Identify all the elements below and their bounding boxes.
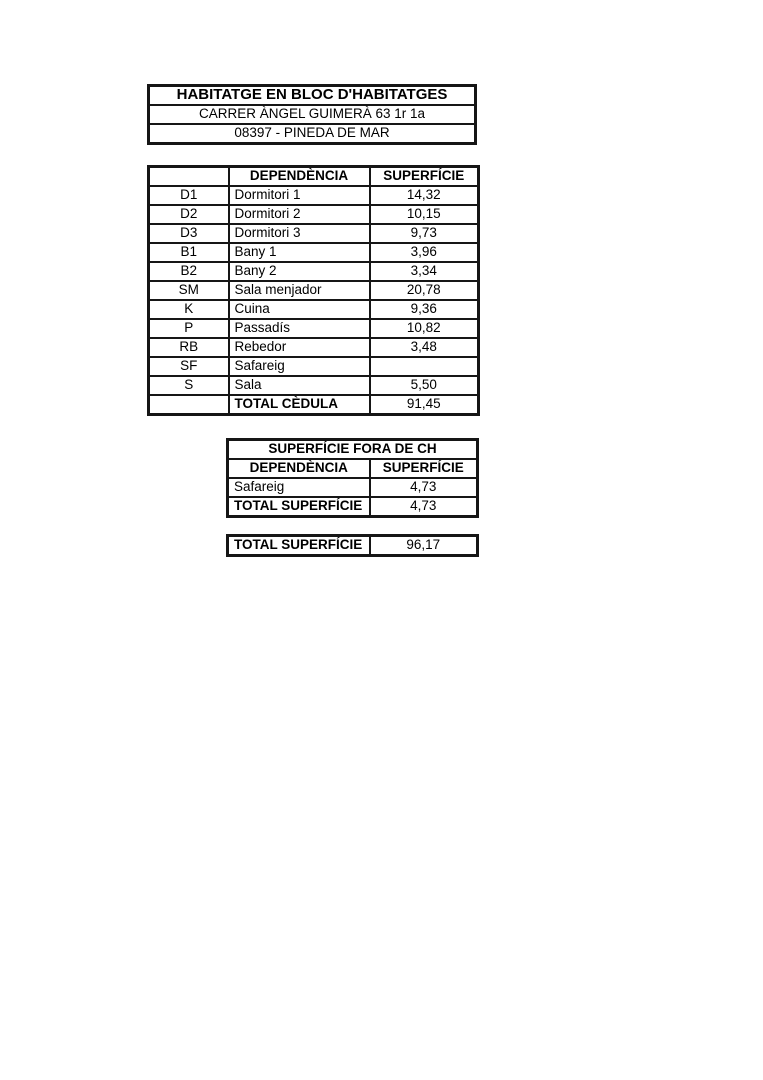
room-name: Dormitori 1: [229, 186, 370, 205]
table-row: [149, 262, 479, 281]
table-row: [149, 281, 479, 300]
total-cedula-row: [149, 395, 479, 415]
room-area: 9,73: [370, 224, 479, 243]
room-code: SF: [149, 357, 229, 376]
room-code: B2: [149, 262, 229, 281]
street-address: CARRER ÀNGEL GUIMERÀ 63 1r 1a: [149, 105, 476, 124]
rooms-table: [147, 165, 480, 416]
room-area: 3,48: [370, 338, 479, 357]
room-code: K: [149, 300, 229, 319]
room-name: Passadís: [229, 319, 370, 338]
total-cedula-label: TOTAL CÈDULA: [229, 395, 370, 415]
outside-surface-table: [226, 438, 479, 518]
table-row: [228, 478, 478, 497]
room-name: Dormitori 2: [229, 205, 370, 224]
table-row: [149, 357, 479, 376]
grand-total-label: TOTAL SUPERFÍCIE: [228, 536, 370, 556]
room-name: Dormitori 3: [229, 224, 370, 243]
rooms-table-header-row: [149, 167, 479, 187]
header-title-row: [149, 86, 476, 106]
room-name: Safareig: [229, 357, 370, 376]
grand-total-row: [228, 536, 478, 556]
header-address-row: [149, 105, 476, 124]
room-name: Sala: [229, 376, 370, 395]
column-header-dependencia: DEPENDÈNCIA: [229, 167, 370, 187]
outside-room-area: 4,73: [370, 478, 478, 497]
outside-total-row: [228, 497, 478, 517]
outside-title-row: [228, 440, 478, 460]
room-area: 20,78: [370, 281, 479, 300]
table-row: [149, 243, 479, 262]
room-code: S: [149, 376, 229, 395]
table-row: [149, 205, 479, 224]
outside-header-row: [228, 459, 478, 478]
table-row: [149, 186, 479, 205]
room-code: SM: [149, 281, 229, 300]
table-row: [149, 300, 479, 319]
total-cedula-value: 91,45: [370, 395, 479, 415]
room-area: 3,34: [370, 262, 479, 281]
outside-total-value: 4,73: [370, 497, 478, 517]
room-code: D3: [149, 224, 229, 243]
table-row: [149, 376, 479, 395]
room-name: Sala menjador: [229, 281, 370, 300]
room-area: 3,96: [370, 243, 479, 262]
header-table: [147, 84, 477, 145]
building-title: HABITATGE EN BLOC D'HABITATGES: [149, 86, 476, 106]
room-name: Rebedor: [229, 338, 370, 357]
room-code: P: [149, 319, 229, 338]
outside-room-name: Safareig: [228, 478, 370, 497]
grand-total-table: [226, 534, 479, 557]
postal-city: 08397 - PINEDA DE MAR: [149, 124, 476, 144]
total-code-blank: [149, 395, 229, 415]
room-name: Bany 1: [229, 243, 370, 262]
table-row: [149, 319, 479, 338]
room-area: 14,32: [370, 186, 479, 205]
column-header-superficie: SUPERFÍCIE: [370, 167, 479, 187]
table-row: [149, 224, 479, 243]
room-code: B1: [149, 243, 229, 262]
room-name: Cuina: [229, 300, 370, 319]
room-code: RB: [149, 338, 229, 357]
outside-total-label: TOTAL SUPERFÍCIE: [228, 497, 370, 517]
outside-column-superficie: SUPERFÍCIE: [370, 459, 478, 478]
grand-total-value: 96,17: [370, 536, 478, 556]
table-row: [149, 338, 479, 357]
room-area: 10,82: [370, 319, 479, 338]
column-header-code: [149, 167, 229, 187]
room-area: 10,15: [370, 205, 479, 224]
room-code: D1: [149, 186, 229, 205]
room-area: 9,36: [370, 300, 479, 319]
room-area: 5,50: [370, 376, 479, 395]
room-code: D2: [149, 205, 229, 224]
room-area: [370, 357, 479, 376]
outside-column-dependencia: DEPENDÈNCIA: [228, 459, 370, 478]
room-name: Bany 2: [229, 262, 370, 281]
outside-table-title: SUPERFÍCIE FORA DE CH: [228, 440, 478, 460]
header-city-row: [149, 124, 476, 144]
